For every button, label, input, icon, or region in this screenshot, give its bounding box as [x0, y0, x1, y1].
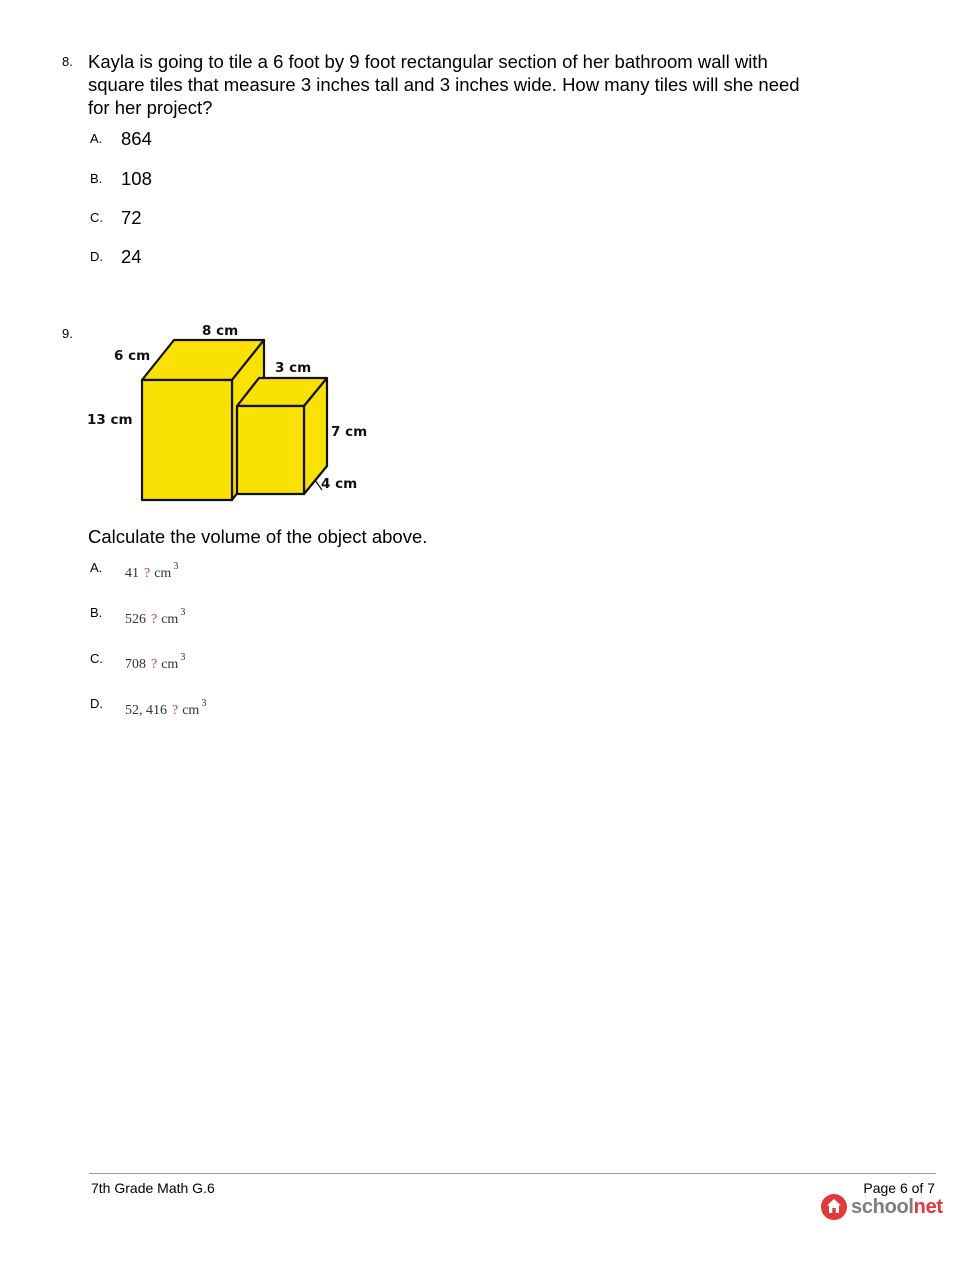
q8-option-b-value[interactable]: 108 [121, 168, 152, 189]
question-8-line-3: for her project? [88, 97, 213, 118]
q9-option-b-number: 526 [125, 612, 146, 627]
q9-option-a-exp: 3 [173, 561, 179, 572]
q9-option-b-value[interactable] [125, 607, 186, 628]
schoolnet-house-icon [820, 1193, 848, 1221]
q9-option-a-unit: cm [154, 566, 172, 581]
question-9-prompt: Calculate the volume of the object above. [88, 526, 428, 547]
label-top-width: 8 cm [202, 323, 239, 339]
q8-option-d-letter: D. [90, 249, 103, 264]
question-8-line-1: Kayla is going to tile a 6 foot by 9 foot rectangular section of her bathroom wall with [88, 51, 768, 72]
footer-course-title: 7th Grade Math G.6 [91, 1180, 215, 1196]
question-8-text [88, 50, 800, 119]
schoolnet-logo [820, 1193, 943, 1221]
q8-option-a-letter: A. [90, 131, 103, 146]
footer-page-number: Page 6 of 7 [863, 1180, 935, 1196]
question-8-number: 8. [62, 54, 73, 69]
q9-option-d-letter: D. [90, 696, 103, 711]
q8-option-a-value[interactable]: 864 [121, 128, 152, 149]
q9-option-c-unit: cm [161, 657, 179, 672]
large-prism-front-face [142, 380, 232, 500]
q9-option-b-symbol: ? [151, 612, 158, 627]
logo-school: school [851, 1195, 914, 1218]
q9-option-d-number: 52, 416 [125, 703, 167, 718]
q9-option-d-exp: 3 [201, 698, 207, 709]
q8-option-c-value[interactable]: 72 [121, 207, 142, 228]
label-small-height: 7 cm [331, 424, 368, 440]
q9-option-c-exp: 3 [180, 652, 186, 663]
small-prism-front-face [237, 406, 304, 494]
question-9-number: 9. [62, 326, 73, 341]
label-left-height: 13 cm [87, 412, 133, 428]
schoolnet-wordmark [851, 1196, 943, 1219]
q9-option-c-number: 708 [125, 657, 146, 672]
question-8-line-2: square tiles that measure 3 inches tall and 3 inches wide. How many tiles will she need [88, 74, 800, 95]
logo-net: net [913, 1195, 943, 1218]
q9-option-a-number: 41 [125, 566, 139, 581]
q8-option-c-letter: C. [90, 210, 103, 225]
small-prism [237, 378, 327, 494]
footer-divider [89, 1173, 936, 1174]
label-small-width: 3 cm [275, 360, 312, 376]
q9-option-c-value[interactable] [125, 652, 186, 673]
label-top-depth: 6 cm [114, 348, 151, 364]
q9-option-d-symbol: ? [172, 703, 179, 718]
q8-option-d-value[interactable]: 24 [121, 246, 142, 267]
q9-option-d-unit: cm [182, 703, 200, 718]
q9-option-a-letter: A. [90, 560, 103, 575]
q9-option-b-letter: B. [90, 605, 103, 620]
q9-option-b-exp: 3 [180, 607, 186, 618]
composite-prism-figure [85, 320, 385, 510]
q9-option-a-value[interactable] [125, 561, 179, 582]
q9-option-d-value[interactable] [125, 698, 207, 719]
q9-option-b-unit: cm [161, 612, 179, 627]
q8-option-b-letter: B. [90, 171, 103, 186]
q9-option-c-symbol: ? [151, 657, 158, 672]
q9-option-c-letter: C. [90, 651, 103, 666]
label-small-depth: 4 cm [321, 476, 358, 492]
q9-option-a-symbol: ? [144, 566, 151, 581]
